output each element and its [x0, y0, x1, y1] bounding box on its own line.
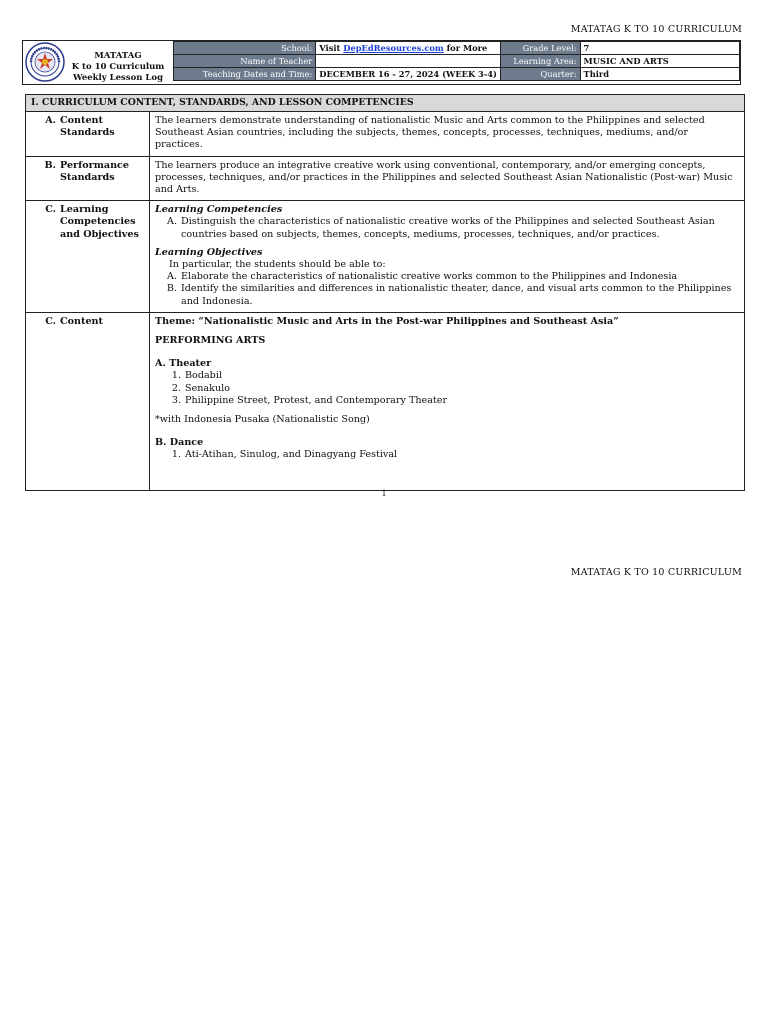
list-item: [169, 370, 738, 382]
lesson-log-header: [22, 40, 741, 85]
teacher-label: Name of Teacher: [174, 55, 316, 68]
list-marker: B.: [166, 283, 177, 295]
performing-arts-heading: PERFORMING ARTS: [155, 335, 266, 347]
row-label: Content: [60, 315, 103, 327]
row-label: Performance Standards: [60, 159, 129, 183]
row-letter: B.: [44, 159, 56, 171]
content-standards-text: The learners demonstrate understanding of nationalistic Music and Arts common to the Philippines and selected Southeast Asian countries, including the subjects, themes, concepts, processes, techniques, mediums, and/or practices.: [155, 115, 705, 151]
list-text: Elaborate the characteristics of nationalistic creative works common to the Philippines and Indonesia: [181, 271, 678, 283]
content-row: [26, 313, 744, 490]
content-theme: Theme: “Nationalistic Music and Arts in the Post-war Philippines and Southeast Asia”: [155, 315, 619, 327]
quarter-label: Quarter:: [500, 68, 580, 81]
list-text: Bodabil: [185, 370, 222, 382]
area-value: MUSIC AND ARTS: [580, 55, 739, 68]
curriculum-header-top: MATATAG K TO 10 CURRICULUM: [570, 24, 742, 35]
theater-heading: A. Theater: [155, 358, 212, 370]
school-link[interactable]: DepEdResources.com: [343, 43, 444, 53]
deped-seal-logo: [25, 42, 65, 82]
grade-label: Grade Level:: [500, 42, 580, 55]
list-item: [169, 449, 738, 461]
logo-title-3: Weekly Lesson Log: [72, 73, 164, 83]
list-text: Senakulo: [185, 382, 230, 394]
content-note: *with Indonesia Pusaka (Nationalistic Song): [155, 414, 370, 426]
content-standards-row: [26, 112, 744, 157]
logo-cell: [23, 41, 173, 84]
logo-caption: [67, 51, 169, 84]
quarter-value: Third: [580, 68, 739, 81]
list-item: [169, 383, 738, 395]
list-marker: A.: [167, 216, 177, 228]
list-item: [165, 271, 738, 283]
list-text: Philippine Street, Protest, and Contemporary Theater: [185, 394, 448, 406]
row-label: Content Standards: [60, 115, 115, 139]
content-standards-label-cell: [26, 112, 150, 156]
dates-label: Teaching Dates and Time:: [174, 68, 316, 81]
page-number: 1: [381, 489, 387, 498]
school-suffix: for More: [443, 43, 488, 53]
teacher-value: [316, 55, 501, 68]
competencies-row: [26, 201, 744, 313]
dance-heading: B. Dance: [155, 437, 204, 449]
row-label: Learning Competencies and Objectives: [60, 204, 139, 240]
curriculum-table: [25, 94, 745, 491]
school-value: [316, 42, 501, 55]
list-item: [169, 395, 738, 407]
row-letter: C.: [45, 315, 56, 327]
info-table: [173, 41, 740, 81]
list-marker: 3.: [171, 394, 181, 406]
performance-standards-label-cell: [26, 157, 150, 201]
school-label: School:: [174, 42, 316, 55]
content-cell: [150, 313, 744, 490]
list-marker: 2.: [171, 382, 181, 394]
lc-item: [155, 216, 738, 240]
dates-value: DECEMBER 16 - 27, 2024 (WEEK 3-4): [316, 68, 501, 81]
logo-title-2: K to 10 Curriculum: [71, 62, 165, 72]
competencies-cell: [150, 201, 744, 312]
theater-list: [155, 370, 738, 407]
lo-intro: In particular, the students should be able to:: [169, 259, 386, 271]
row-letter: A.: [45, 115, 56, 126]
section-title: I. CURRICULUM CONTENT, STANDARDS, AND LESSON COMPETENCIES: [26, 95, 744, 112]
row-letter: C.: [45, 204, 56, 216]
list-item: [165, 283, 738, 307]
competencies-label-cell: [26, 201, 150, 312]
list-marker: 1.: [171, 449, 181, 461]
dance-list: [155, 449, 738, 461]
list-text: Distinguish the characteristics of nationalistic creative works of the Philippines and selected Southeast Asian countries based on subjects, themes, concepts, mediums, processes, techniques, and/or practices.: [181, 216, 715, 240]
lo-heading: Learning Objectives: [155, 246, 263, 258]
list-text: Ati-Atihan, Sinulog, and Dinagyang Festival: [185, 449, 398, 461]
list-marker: 1.: [171, 370, 181, 382]
performance-standards-text: The learners produce an integrative creative work using conventional, contemporary, and/or emerging concepts, processes, techniques, and/or practices in the Philippines and selected Southeast Asian Nationalistic (Post-war) Music and Arts.: [155, 159, 733, 196]
content-label-cell: [26, 313, 150, 490]
area-label: Learning Area:: [500, 55, 580, 68]
lc-heading: Learning Competencies: [155, 204, 283, 216]
lo-list: [155, 271, 738, 308]
grade-value: 7: [580, 42, 739, 55]
list-text: Identify the similarities and differences in nationalistic theater, dance, and visual arts common to the Philippines and Indonesia.: [181, 283, 732, 307]
list-marker: A.: [167, 271, 177, 283]
curriculum-header-bottom: MATATAG K TO 10 CURRICULUM: [570, 567, 742, 578]
logo-title-1: MATATAG: [94, 51, 142, 61]
school-prefix: Visit: [319, 43, 344, 53]
performance-standards-row: [26, 157, 744, 202]
